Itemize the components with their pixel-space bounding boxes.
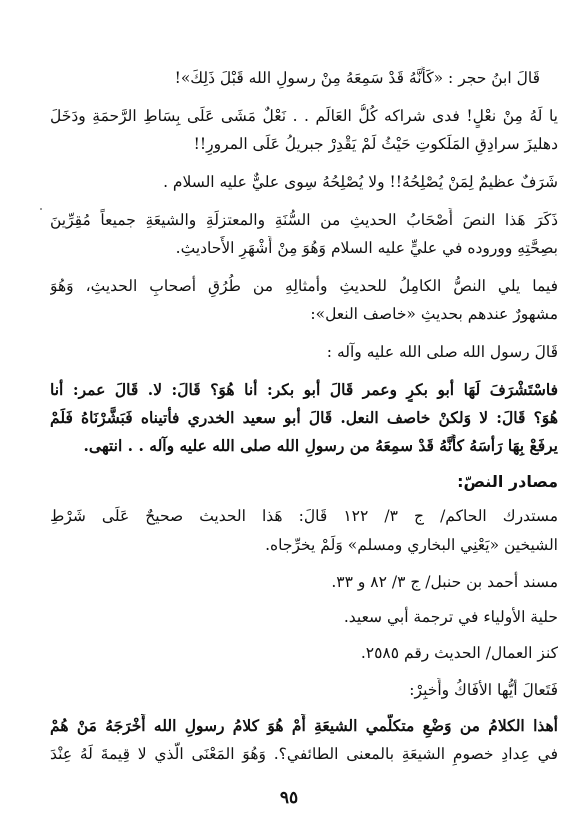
text-line: كنز العمال/ الحديث رقم ٢٥٨٥. (360, 644, 558, 662)
text-line: يرفَعْ بِهَا رَأسَهُ كأَنَّهُ قَدْ سمِعَهُ من رسولِ الله صلى الله عليه وآله . . انتهى. (83, 436, 558, 455)
text-line: قَالَ ابنُ حجر : «كَأَنَّهُ قَدْ سَمِعَهُ مِنْ رسولِ الله قَبْلَ ذَلِكَ»! (174, 69, 540, 87)
text-line: أهذا الكلامُ من وَضْعِ متكلّمي الشيعَةِ أَمْ هُوَ كلامُ رسولِ الله أَخْرَجَهُ مَنْ هُمْ (50, 716, 558, 735)
text-line: مستدرك الحاكم/ ج ٣/ ١٢٢ قَالَ: هَذا الحديث صحيحٌ عَلَى شَرْطِ (50, 507, 558, 525)
text-line: في عِدادِ خصومِ الشيعَةِ بالمعنى الطائفي؟. وَهُوَ المَعْنَى الَّذي لا قِيمةَ لَهُ عِنْدَ (50, 745, 558, 763)
text-line: فَتَعالَ أيُّها الأفَاكُ وأَخبِرْ: (409, 681, 558, 699)
text-line: مشهورٌ عندهم بحديثِ «خاصف النعل»: (310, 305, 558, 323)
section-heading: مصادر النصّ: (457, 472, 558, 491)
text-line: شَرَفٌ عظيمٌ لِمَنْ يُصْلِحُهُ!! ولا يُصْلِحُهُ سِوى عليٌّ عليه السلام . (163, 173, 558, 191)
text-line: فيما يلي النصُّ الكامِلُ للحديثِ وأمثالِهِ من طُرُقِ أصحابِ الحديثِ، وَهُوَ (50, 277, 558, 295)
text-line: ذَكَرَ هَذا النصَ أَصْحَابُ الحديثِ من السُّنَةِ والمعتزلَةِ والشيعَةِ جميعاً مُقِرِّينَ (50, 211, 558, 229)
text-line: بصِحَّتِهِ ووروده في عليٍّ عليه السلام وَهُوَ مِنْ أَشْهَرِ الأَحاديثِ. (175, 239, 558, 257)
text-line: حلية الأولياء في ترجمة أبي سعيد. (343, 608, 558, 626)
text-line: هُوَ؟ قَالَ: لا وَلكنْ خاصف النعل. قَالَ أبو سعيد الخدري فأتيناه فَبَشَّرْنَاهُ فَلَمْ (50, 408, 558, 427)
text-line: يا لَهُ مِنْ نعْلٍ! فدى شراكه كُلُّ العَالَم . . نَعْلٌ مَشَى عَلَى بِسَاطِ الرَّحمَةِ ودَخَلَ (50, 107, 558, 125)
margin-mark (40, 208, 42, 210)
text-line: دهليزَ سرادِقِ المَلَكوتِ حَيْثُ لَمْ يَقْدِرْ جبريلُ عَلَى المرورِ!! (193, 135, 558, 153)
text-line: فاسْتَشْرَفَ لَهَا أبو بكرٍ وعمر قَالَ أبو بكر: أنا هُوَ؟ قَالَ: لا. قَالَ عمر: أنا (50, 380, 558, 399)
text-line: قَالَ رسول الله صلى الله عليه وآله : (326, 343, 558, 361)
text-line: الشيخين «يَعْنِي البخاري ومسلم» وَلَمْ يخرِّجاه. (265, 536, 558, 554)
page-number: ٩٥ (279, 788, 299, 808)
text-line: مسند أحمد بن حنبل/ ج ٣/ ٨٢ و ٣٣. (331, 573, 558, 591)
